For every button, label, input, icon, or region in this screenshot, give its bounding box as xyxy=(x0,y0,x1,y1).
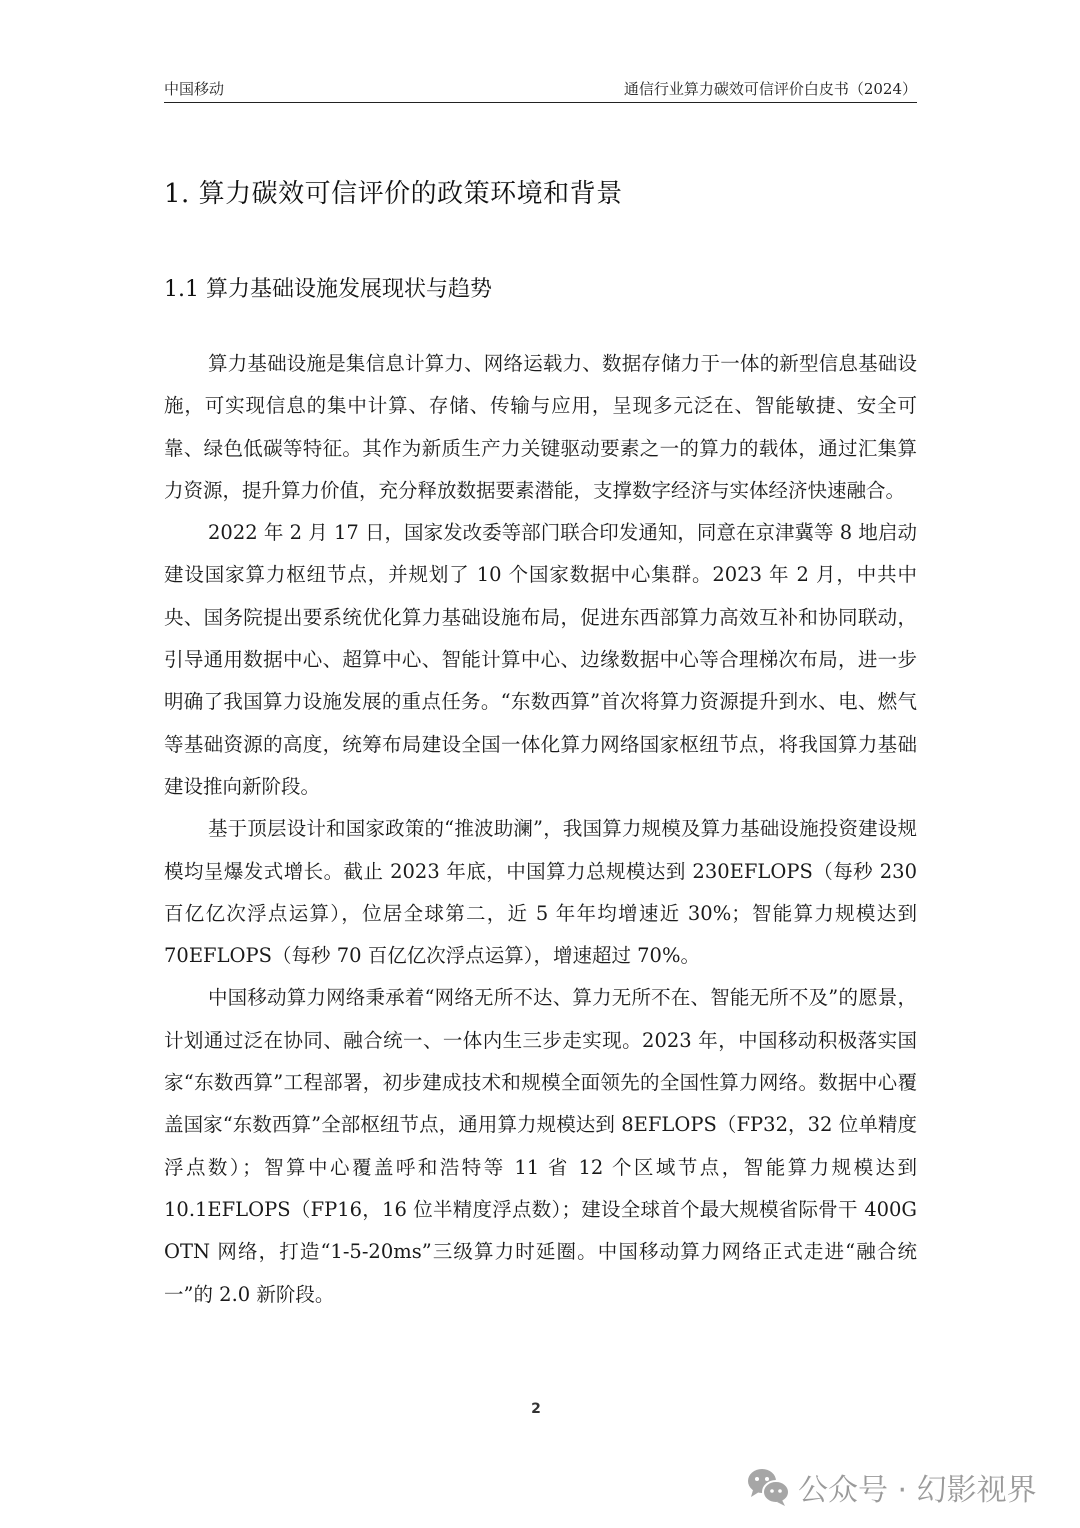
page-header xyxy=(164,76,917,103)
paragraph: 算力基础设施是集信息计算力、网络运载力、数据存储力于一体的新型信息基础设施，可实现信息的集中计算、存储、传输与应用，呈现多元泛在、智能敏捷、安全可靠、绿色低碳等特征。其作为新质生产力关键驱动要素之一的算力的载体，通过汇集算力资源，提升算力价值，充分释放数据要素潜能，支撑数字经济与实体经济快速融合。 xyxy=(164,352,917,502)
watermark xyxy=(746,1465,1037,1509)
paragraph: 基于顶层设计和国家政策的“推波助澜”，我国算力规模及算力基础设施投资建设规模均呈爆发式增长。截止 2023 年底，中国算力总规模达到 230EFLOPS（每秒 230 百亿亿次浮点运算），位居全球第二，近 5 年年均增速近 30%；智能算力规模达到 70EFLOPS（每秒 70 百亿亿次浮点运算），增速超过 70%。 xyxy=(164,817,917,968)
body-text xyxy=(164,343,917,1316)
page-number: 2 xyxy=(531,1401,541,1417)
paragraph: 中国移动算力网络秉承着“网络无所不达、算力无所不在、智能无所不及”的愿景，计划通过泛在协同、融合统一、一体内生三步走实现。2023 年，中国移动积极落实国家“东数西算”工程部署，初步建成技术和规模全面领先的全国性算力网络。数据中心覆盖国家“东数西算”全部枢纽节点，通用算力规模达到 8EFLOPS（FP32，32 位单精度浮点数）；智算中心覆盖呼和浩特等 11 省 12 个区域节点，智能算力规模达到 10.1EFLOPS（FP16，16 位半精度浮点数）；建设全球首个最大规模省际骨干 400G OTN 网络，打造“1-5-20ms”三级算力时延圈。中国移动算力网络正式走进“融合统一”的 2.0 新阶段。 xyxy=(164,986,917,1306)
paragraph: 2022 年 2 月 17 日，国家发改委等部门联合印发通知，同意在京津冀等 8 地启动建设国家算力枢纽节点，并规划了 10 个国家数据中心集群。2023 年 2 月，中共中央、国务院提出要系统优化算力基础设施布局，促进东西部算力高效互补和协同联动，引导通用数据中心、超算中心、智能计算中心、边缘数据中心等合理梯次布局，进一步明确了我国算力设施发展的重点任务。“东数西算”首次将算力资源提升到水、电、燃气等基础资源的高度，统筹布局建设全国一体化算力网络国家枢纽节点，将我国算力基础建设推向新阶段。 xyxy=(164,521,917,798)
header-organization: 中国移动 xyxy=(164,80,225,98)
wechat-icon xyxy=(746,1467,790,1507)
watermark-text: 公众号 · 幻影视界 xyxy=(798,1473,1037,1508)
section-heading: 1. 算力碳效可信评价的政策环境和背景 xyxy=(164,179,623,209)
subsection-heading: 1.1 算力基础设施发展现状与趋势 xyxy=(164,277,492,302)
header-document-title: 通信行业算力碳效可信评价白皮书（2024） xyxy=(623,80,917,98)
